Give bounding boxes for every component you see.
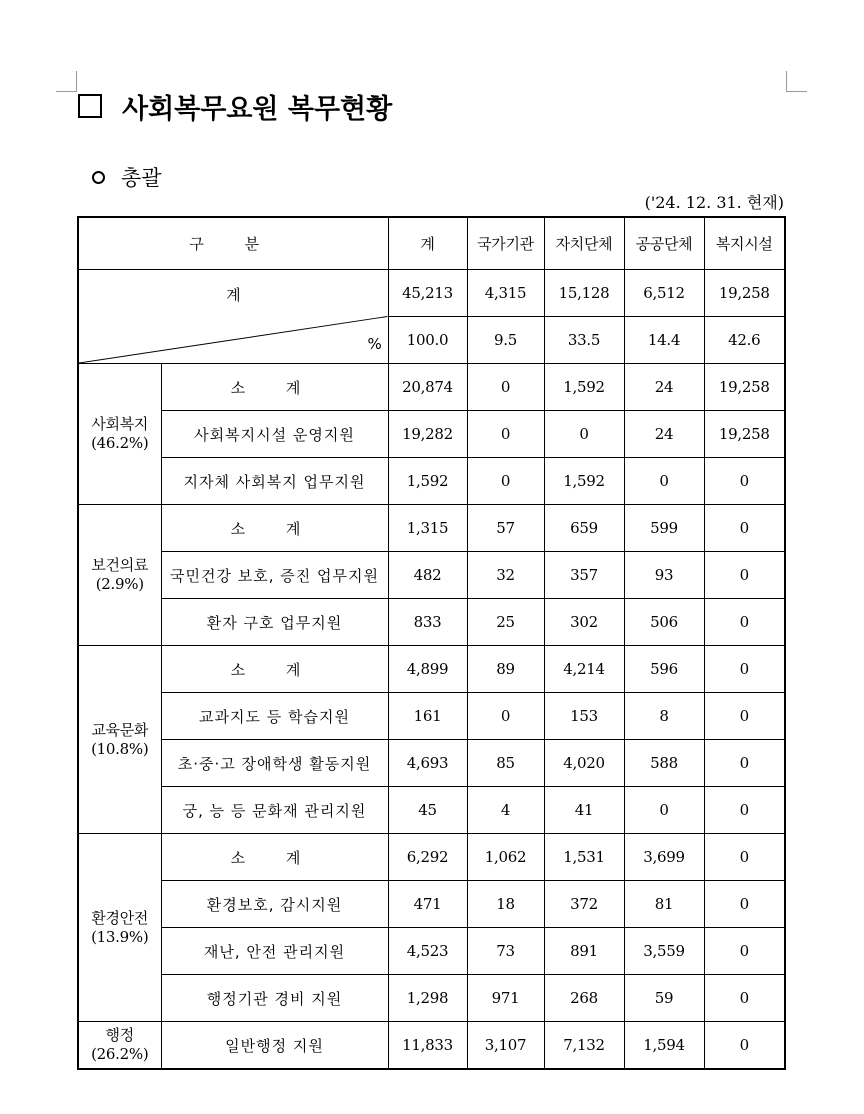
row-total: 19,282 [388, 411, 467, 458]
circle-bullet-icon [92, 171, 105, 184]
row-value: 85 [467, 740, 544, 787]
row-value: 596 [624, 646, 704, 693]
group-share: (26.2%) [91, 1045, 149, 1063]
row-value: 57 [467, 505, 544, 552]
table-row [78, 458, 785, 505]
row-value: 3,559 [624, 928, 704, 975]
row-value: 0 [704, 787, 785, 834]
row-value: 1,592 [544, 364, 624, 411]
row-label [161, 599, 388, 646]
row-total: 471 [388, 881, 467, 928]
row-value: 0 [704, 599, 785, 646]
row-value: 0 [704, 928, 785, 975]
table-row [78, 975, 785, 1022]
row-value: 0 [704, 458, 785, 505]
row-value: 41 [544, 787, 624, 834]
group-share: (10.8%) [91, 739, 149, 758]
page-title-text: 사회복무요원 복무현황 [122, 93, 393, 125]
total-row [78, 270, 785, 317]
group-name: 사회복지 [91, 415, 149, 434]
row-value: 18 [467, 881, 544, 928]
row-value: 19,258 [704, 411, 785, 458]
row-label [161, 928, 388, 975]
row-value: 0 [544, 411, 624, 458]
table-row [78, 740, 785, 787]
row-label [161, 1022, 388, 1070]
row-value: 19,258 [704, 364, 785, 411]
row-value: 1,062 [467, 834, 544, 881]
row-value: 0 [704, 1022, 785, 1070]
percent-welfare: 42.6 [704, 317, 785, 364]
row-value: 0 [467, 411, 544, 458]
row-value: 1,594 [624, 1022, 704, 1070]
row-value: 0 [704, 975, 785, 1022]
total-label: 계 [226, 286, 241, 304]
row-label-text: 재난, 안전 관리지원 [203, 942, 346, 961]
table-row [78, 1022, 785, 1070]
row-label-text: 행정기관 경비 지원 [206, 989, 343, 1008]
header-col-national: 국가기관 [467, 217, 544, 270]
row-label [161, 975, 388, 1022]
row-label-text: 사회복지시설 운영지원 [194, 425, 355, 444]
row-label-text: 소 계 [230, 848, 319, 867]
row-label-text: 초·중·고 장애학생 활동지원 [177, 754, 372, 773]
table-row [78, 881, 785, 928]
row-label [161, 505, 388, 552]
row-value: 59 [624, 975, 704, 1022]
header-col-public: 공공단체 [624, 217, 704, 270]
row-total: 833 [388, 599, 467, 646]
row-value: 8 [624, 693, 704, 740]
row-value: 4,020 [544, 740, 624, 787]
row-value: 4,214 [544, 646, 624, 693]
row-label [161, 552, 388, 599]
row-label-text: 궁, 능 등 문화재 관리지원 [182, 801, 367, 820]
table-row [78, 693, 785, 740]
row-value: 0 [624, 787, 704, 834]
row-value: 0 [704, 505, 785, 552]
row-label-text: 환경보호, 감시지원 [206, 895, 343, 914]
row-label-text: 소 계 [230, 378, 319, 397]
group-category-cell [78, 364, 161, 505]
row-value: 0 [704, 834, 785, 881]
crop-mark-right [786, 71, 807, 92]
total-national: 4,315 [467, 270, 544, 317]
row-value: 0 [467, 693, 544, 740]
row-label-text: 소 계 [230, 660, 319, 679]
row-value: 268 [544, 975, 624, 1022]
header-total: 계 [388, 217, 467, 270]
row-value: 24 [624, 411, 704, 458]
row-label [161, 458, 388, 505]
status-table [77, 216, 786, 1070]
table-row [78, 411, 785, 458]
row-label [161, 834, 388, 881]
table-header-row [78, 217, 785, 270]
date-note: ('24. 12. 31. 현재) [644, 193, 784, 212]
row-label-text: 일반행정 지원 [225, 1036, 324, 1055]
table-row [78, 505, 785, 552]
row-value: 1,531 [544, 834, 624, 881]
checkbox-square-icon [78, 94, 102, 118]
section-subtitle [92, 162, 162, 192]
row-value: 93 [624, 552, 704, 599]
group-name: 환경안전 [91, 908, 149, 927]
row-value: 24 [624, 364, 704, 411]
row-label-text: 환자 구호 업무지원 [206, 613, 343, 632]
row-value: 3,699 [624, 834, 704, 881]
percent-all: 100.0 [388, 317, 467, 364]
total-label-cell [78, 270, 388, 364]
group-share: (46.2%) [91, 434, 149, 452]
row-value: 0 [467, 458, 544, 505]
row-value: 1,592 [544, 458, 624, 505]
group-category-cell [78, 1022, 161, 1070]
row-value: 7,132 [544, 1022, 624, 1070]
total-welfare: 19,258 [704, 270, 785, 317]
row-total: 4,693 [388, 740, 467, 787]
row-value: 0 [704, 881, 785, 928]
row-value: 0 [704, 646, 785, 693]
row-label-text: 소 계 [230, 519, 319, 538]
total-public: 6,512 [624, 270, 704, 317]
row-value: 4 [467, 787, 544, 834]
percent-national: 9.5 [467, 317, 544, 364]
row-label-text: 국민건강 보호, 증진 업무지원 [170, 566, 379, 585]
row-value: 891 [544, 928, 624, 975]
row-value: 0 [704, 552, 785, 599]
row-label [161, 693, 388, 740]
row-value: 32 [467, 552, 544, 599]
row-value: 971 [467, 975, 544, 1022]
group-category-cell [78, 646, 161, 834]
row-label-text: 교과지도 등 학습지원 [199, 707, 350, 726]
row-value: 0 [704, 740, 785, 787]
row-total: 1,315 [388, 505, 467, 552]
row-value: 302 [544, 599, 624, 646]
row-label [161, 787, 388, 834]
row-value: 0 [704, 693, 785, 740]
row-value: 599 [624, 505, 704, 552]
row-label [161, 646, 388, 693]
header-col-local: 자치단체 [544, 217, 624, 270]
row-label [161, 364, 388, 411]
percent-local: 33.5 [544, 317, 624, 364]
row-value: 25 [467, 599, 544, 646]
table-row [78, 552, 785, 599]
header-col-welfare: 복지시설 [704, 217, 785, 270]
row-label [161, 411, 388, 458]
table-row [78, 646, 785, 693]
row-value: 357 [544, 552, 624, 599]
row-label-text: 지자체 사회복지 업무지원 [183, 472, 366, 491]
row-value: 588 [624, 740, 704, 787]
row-value: 153 [544, 693, 624, 740]
row-total: 4,899 [388, 646, 467, 693]
row-total: 482 [388, 552, 467, 599]
group-name: 보건의료 [91, 556, 149, 575]
total-all: 45,213 [388, 270, 467, 317]
header-category-text: 구 분 [189, 235, 278, 253]
section-subtitle-text: 총괄 [121, 166, 162, 190]
row-total: 45 [388, 787, 467, 834]
row-label [161, 740, 388, 787]
row-total: 1,592 [388, 458, 467, 505]
table-row [78, 928, 785, 975]
row-value: 0 [624, 458, 704, 505]
group-category-cell [78, 505, 161, 646]
row-total: 1,298 [388, 975, 467, 1022]
row-total: 4,523 [388, 928, 467, 975]
group-share: (13.9%) [91, 927, 149, 946]
percent-label: % [367, 335, 382, 353]
table-row [78, 364, 785, 411]
row-value: 73 [467, 928, 544, 975]
table-row [78, 834, 785, 881]
row-value: 89 [467, 646, 544, 693]
header-category [78, 217, 388, 270]
page-title [78, 86, 392, 126]
row-value: 506 [624, 599, 704, 646]
row-value: 659 [544, 505, 624, 552]
group-name: 교육문화 [91, 720, 149, 739]
row-total: 161 [388, 693, 467, 740]
row-value: 81 [624, 881, 704, 928]
crop-mark-left [56, 71, 77, 92]
group-category-cell [78, 834, 161, 1022]
group-name: 행정 [105, 1026, 134, 1045]
row-label [161, 881, 388, 928]
total-local: 15,128 [544, 270, 624, 317]
percent-public: 14.4 [624, 317, 704, 364]
row-total: 11,833 [388, 1022, 467, 1070]
row-value: 0 [467, 364, 544, 411]
row-total: 6,292 [388, 834, 467, 881]
row-value: 372 [544, 881, 624, 928]
row-value: 3,107 [467, 1022, 544, 1070]
table-row [78, 787, 785, 834]
group-share: (2.9%) [95, 575, 144, 593]
table-row [78, 599, 785, 646]
row-total: 20,874 [388, 364, 467, 411]
